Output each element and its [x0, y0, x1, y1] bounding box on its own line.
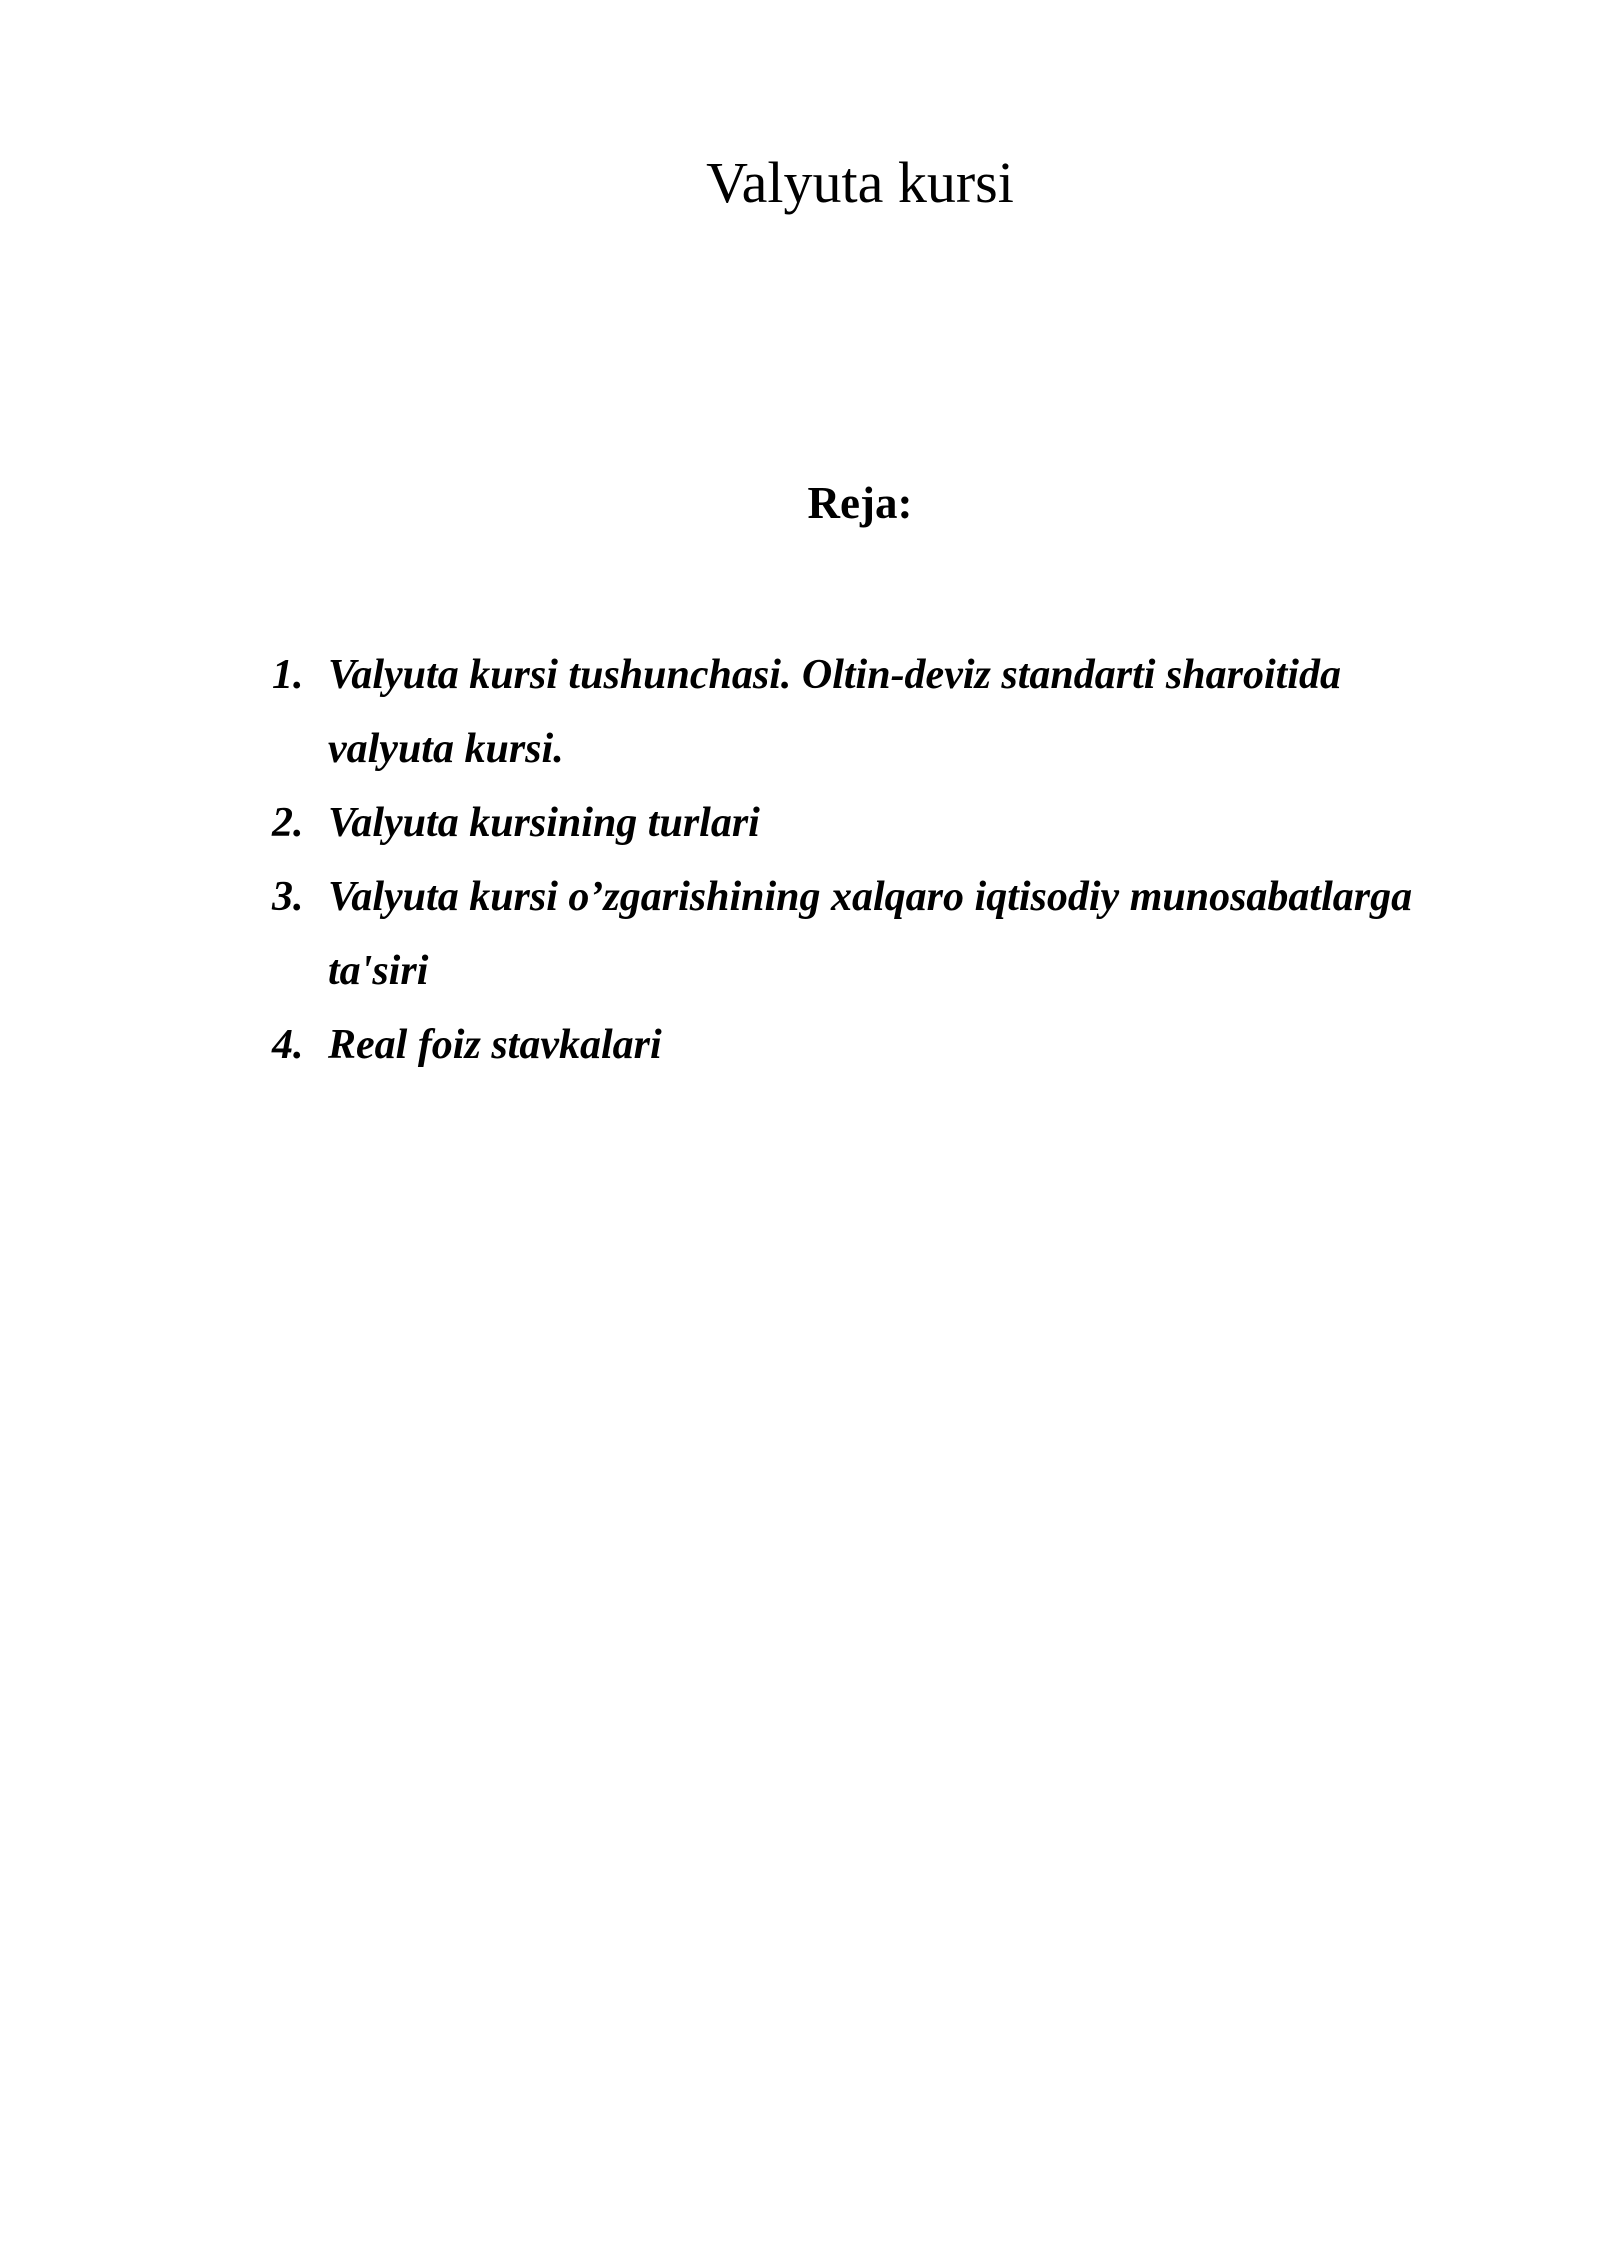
plan-item-number: 4. — [272, 1022, 304, 1068]
plan-list — [272, 638, 1472, 1082]
plan-item-1 — [272, 638, 1472, 786]
plan-item-text-line: Valyuta kursi tushunchasi. Oltin-deviz standarti sharoitida — [328, 652, 1341, 698]
plan-item-2 — [272, 786, 1472, 860]
plan-item-text-line: Real foiz stavkalari — [328, 1022, 662, 1068]
plan-item-4 — [272, 1008, 1472, 1082]
plan-item-number: 1. — [272, 652, 304, 698]
plan-item-text-line: Valyuta kursi o’zgarishining xalqaro iqtisodiy munosabatlarga — [328, 874, 1413, 920]
plan-item-text-line: valyuta kursi. — [328, 726, 564, 772]
plan-item-3 — [272, 860, 1472, 1008]
plan-item-text-line: Valyuta kursining turlari — [328, 800, 760, 846]
plan-item-number: 3. — [272, 874, 304, 920]
document-title: Valyuta kursi — [706, 150, 1014, 215]
plan-item-number: 2. — [272, 800, 304, 846]
plan-item-text-line: ta'siri — [328, 948, 429, 994]
plan-heading: Reja: — [807, 478, 913, 528]
